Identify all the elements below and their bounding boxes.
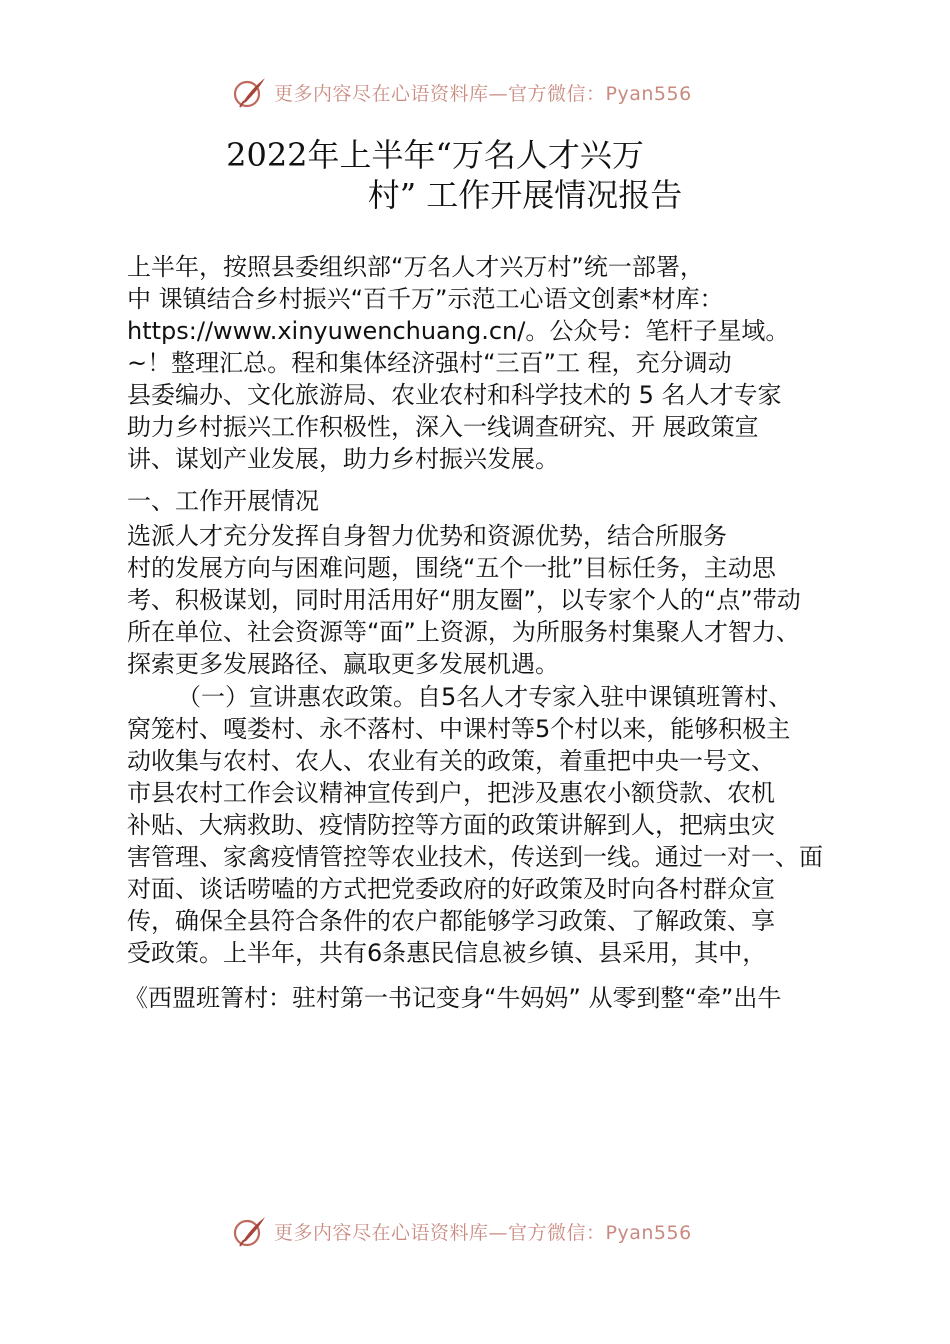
body-line: 传，确保全县符合条件的农户都能够学习政策、了解政策、享 [127,907,775,935]
body-line: 《西盟班箐村：驻村第一书记变身“牛妈妈” 从零到整“牵”出牛 [124,984,782,1012]
body-line: 县委编办、文化旅游局、农业农村和科学技术的 5 名人才专家 [127,381,782,409]
body-line: 补贴、大病救助、疫情防控等方面的政策讲解到人，把病虫灾 [127,811,775,839]
body-line: ~！整理汇总。程和集体经济强村“三百”工 程，充分调动 [127,349,732,377]
watermark-label: 更多内容尽在心语资料库—官方微信： [274,1221,606,1244]
watermark-header [232,72,752,112]
body-line: 窝笼村、嘎娄村、永不落村、中课村等5个村以来，能够积极主 [127,715,791,743]
body-line: 上半年，按照县委组织部“万名人才兴万村”统一部署， [127,253,704,281]
body-line: 探索更多发展路径、赢取更多发展机遇。 [127,650,559,678]
watermark-text [274,1218,692,1245]
body-line: 动收集与农村、农人、农业有关的政策，着重把中央一号文、 [127,747,775,775]
watermark-account: Pyan556 [605,1221,692,1244]
body-line: 选派人才充分发挥自身智力优势和资源优势，结合所服务 [127,522,727,550]
body-line: 害管理、家禽疫情管控等农业技术，传送到一线。通过一对一、面 [127,843,823,871]
body-line: 所在单位、社会资源等“面”上资源，为所服务村集聚人才智力、 [127,618,800,646]
body-line [177,681,827,713]
quill-circle-icon [232,74,268,110]
body-line: 市县农村工作会议精神宣传到户，把涉及惠农小额贷款、农机 [127,779,775,807]
body-line: 考、积极谋划，同时用活用好“朋友圈”，以专家个人的“点”带动 [127,586,801,614]
section-heading: 一、工作开展情况 [127,487,319,515]
document-title-line2: 村” 工作开展情况报告 [367,176,683,214]
quill-circle-icon [232,1213,268,1249]
body-line: 受政策。上半年，共有6条惠民信息被乡镇、县采用，其中， [127,939,767,967]
body-line: 讲、谋划产业发展，助力乡村振兴发展。 [127,445,559,473]
body-line: https://www.xinyuwenchuang.cn/。公众号：笔杆子星域。 [127,317,790,345]
subsection-heading: （一）宣讲惠农政策。 [177,683,417,711]
watermark-account: Pyan556 [605,82,692,105]
body-line: 对面、谈话唠嗑的方式把党委政府的好政策及时向各村群众宣 [127,875,775,903]
body-line: 助力乡村振兴工作积极性，深入一线调查研究、开 展政策宣 [127,413,759,441]
body-line: 村的发展方向与困难问题，围绕“五个一批”目标任务，主动思 [127,554,776,582]
watermark-footer [232,1211,752,1251]
document-title-line1: 2022年上半年“万名人才兴万 [226,136,644,174]
body-line-text: 自5名人才专家入驻中课镇班箐村、 [417,683,793,711]
watermark-label: 更多内容尽在心语资料库—官方微信： [274,82,606,105]
body-line: 中 课镇结合乡村振兴“百千万”示范工心语文创素*材库： [127,285,724,313]
watermark-text [274,79,692,106]
